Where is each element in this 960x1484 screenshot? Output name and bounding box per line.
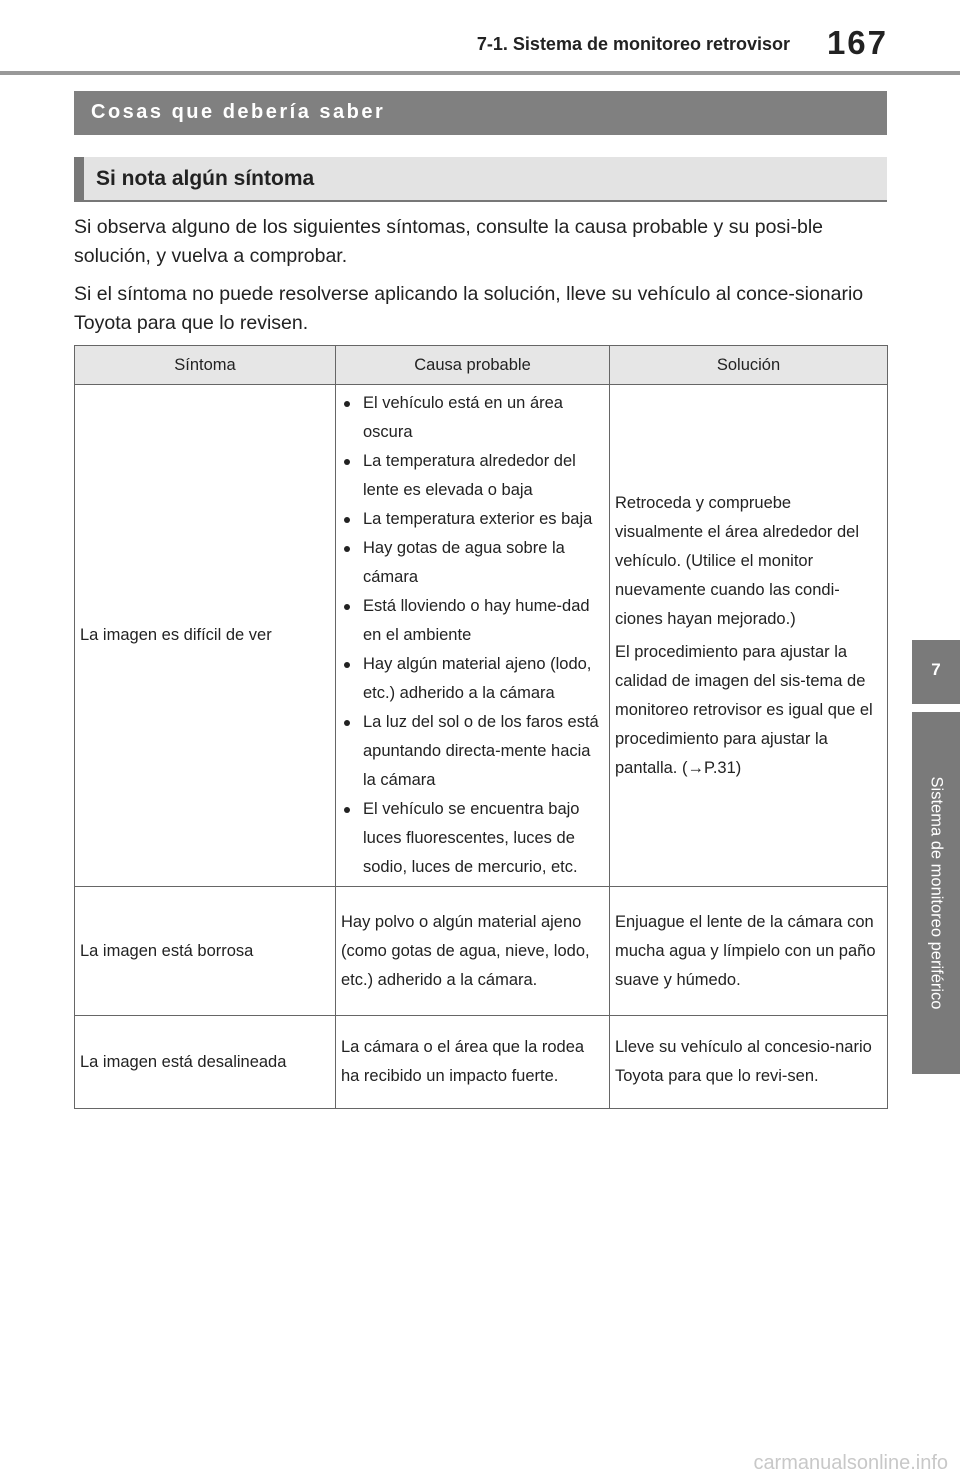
- cause-text: Está lloviendo o hay hume-dad en el ambiente: [363, 597, 590, 644]
- intro-paragraph-2: Si el síntoma no puede resolverse aplicando la solución, lleve su vehículo al conce-sionario Toyota para que lo revisen.: [74, 283, 864, 334]
- cause-text: La temperatura exterior es baja: [363, 510, 593, 528]
- cause-text: Hay algún material ajeno (lodo, etc.) adherido a la cámara: [363, 655, 592, 702]
- table-header-row: [75, 346, 888, 385]
- chapter-number-tab: [912, 640, 960, 704]
- header-divider: [0, 71, 960, 75]
- cause-text: Hay gotas de agua sobre la cámara: [363, 539, 565, 586]
- cause-cell: Hay polvo o algún material ajeno (como gotas de agua, nieve, lodo, etc.) adherido a la cámara.: [336, 887, 610, 1016]
- section-title-bar: [74, 91, 887, 135]
- column-header-solution: Solución: [610, 346, 888, 385]
- bullet-icon: [344, 517, 350, 523]
- symptom-table: [74, 345, 888, 1109]
- solution-paragraph: El procedimiento para ajustar la calidad de imagen del sis-tema de monitoreo retrovisor es igual que el procedimiento para ajustar la pantalla. (→P.31): [615, 642, 873, 777]
- subsection-title: Si nota algún síntoma: [96, 167, 315, 190]
- table-row: [75, 385, 888, 887]
- solution-paragraph: Retroceda y compruebe visualmente el área alrededor del vehículo. (Utilice el monitor nuevamente cuando las condi-ciones hayan mejorado.): [615, 493, 859, 628]
- section-title: Cosas que debería saber: [91, 101, 386, 123]
- subsection-title-bar: [74, 157, 887, 202]
- column-header-cause: Causa probable: [336, 346, 610, 385]
- column-header-symptom: Síntoma: [75, 346, 336, 385]
- cause-text: La luz del sol o de los faros está apuntando directa-mente hacia la cámara: [363, 713, 599, 789]
- symptom-cell: La imagen está borrosa: [75, 887, 336, 1016]
- list-item: [341, 795, 604, 882]
- symptom-cell: La imagen está desalineada: [75, 1016, 336, 1109]
- bullet-icon: [344, 662, 350, 668]
- list-item: [341, 389, 604, 447]
- chapter-number: 7: [931, 660, 941, 679]
- cause-text: La temperatura alrededor del lente es elevada o baja: [363, 452, 576, 499]
- cause-cell: La cámara o el área que la rodea ha recibido un impacto fuerte.: [336, 1016, 610, 1109]
- bullet-icon: [344, 807, 350, 813]
- list-item: [341, 650, 604, 708]
- list-item: [341, 505, 604, 534]
- table-row: [75, 1016, 888, 1109]
- cause-cell: [336, 385, 610, 887]
- table-row: [75, 887, 888, 1016]
- bullet-icon: [344, 459, 350, 465]
- list-item: [341, 534, 604, 592]
- solution-cell: [610, 385, 888, 887]
- cause-list: [341, 389, 604, 882]
- chapter-label-tab: [912, 712, 960, 1074]
- cause-text: El vehículo está en un área oscura: [363, 394, 563, 441]
- solution-cell: Enjuague el lente de la cámara con mucha agua y límpielo con un paño suave y húmedo.: [610, 887, 888, 1016]
- chapter-heading: 7-1. Sistema de monitoreo retrovisor: [476, 34, 790, 54]
- subsection-accent: [74, 157, 84, 200]
- page-number: 167: [826, 24, 888, 61]
- chapter-label: Sistema de monitoreo periférico: [927, 776, 946, 1010]
- bullet-icon: [344, 604, 350, 610]
- bullet-icon: [344, 546, 350, 552]
- bullet-icon: [344, 720, 350, 726]
- cause-text: El vehículo se encuentra bajo luces fluorescentes, luces de sodio, luces de mercurio, etc.: [363, 800, 580, 876]
- list-item: [341, 592, 604, 650]
- solution-cell: Lleve su vehículo al concesio-nario Toyota para que lo revi-sen.: [610, 1016, 888, 1109]
- list-item: [341, 447, 604, 505]
- bullet-icon: [344, 401, 350, 407]
- intro-paragraph-1: Si observa alguno de los siguientes síntomas, consulte la causa probable y su posi-ble solución, y vuelva a comprobar.: [74, 216, 824, 267]
- watermark: carmanualsonline.info: [753, 1452, 948, 1474]
- list-item: [341, 708, 604, 795]
- symptom-cell: La imagen es difícil de ver: [75, 385, 336, 887]
